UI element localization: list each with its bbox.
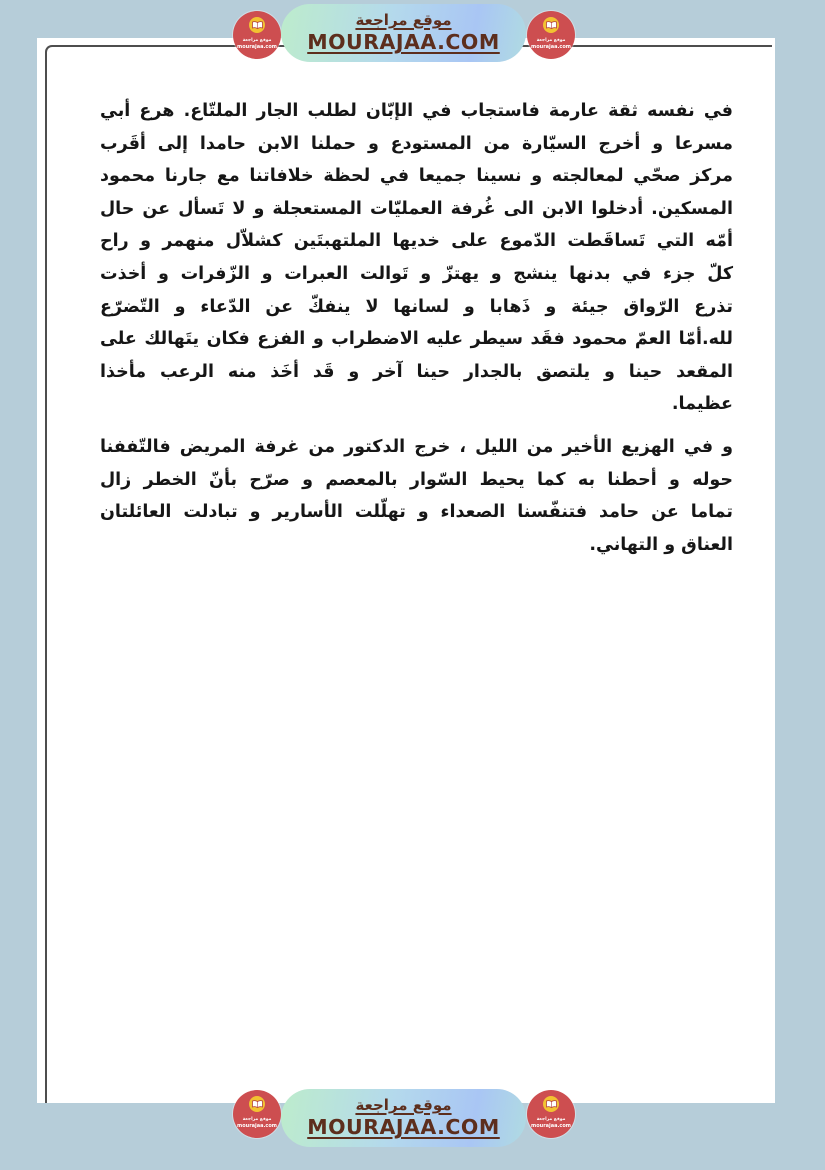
text-line: أمّه التي تَساقَطت الدّموع على خديها الملتهبتَين كشلاّل منهمر و راح <box>100 231 733 252</box>
site-name-arabic-link[interactable]: موقع مراجعة <box>355 1096 452 1114</box>
site-domain-link[interactable]: MOURAJAA.COM <box>307 1115 500 1139</box>
logo-site-name: موقع مراجعة <box>536 1117 566 1122</box>
text-line: و في الهزيع الأخير من الليل ، خرج الدكتور من غرفة المريض فالتّففنا <box>100 436 733 457</box>
open-book-icon <box>249 17 265 33</box>
text-line: المسكين. أدخلوا الابن الى غُرفة العمليّات المستعجلة و لا تَسأل عن حال <box>100 198 733 219</box>
open-book-icon <box>249 1096 265 1112</box>
text-line: العناق و التهاني. <box>589 534 733 555</box>
text-line: حوله و أحطنا به كما يحيط السّوار بالمعصم و صرّح بأنّ الخطر زال <box>100 469 733 490</box>
logo-site-name: موقع مراجعة <box>242 38 272 43</box>
paragraph <box>100 431 733 561</box>
site-logo-badge <box>527 1090 575 1138</box>
logo-site-name: موقع مراجعة <box>536 38 566 43</box>
logo-domain: mourajaa.com <box>530 44 571 50</box>
logo-domain: mourajaa.com <box>236 44 277 50</box>
text-line: مسرعا و أخرج السيّارة من المستودع و حملنا الابن حامدا إلى أقَرب <box>100 133 733 154</box>
text-line: مركز صحّي لمعالجته و نسينا جميعا في لحظة خلافاتنا مع جارنا محمود <box>100 166 733 187</box>
text-line: المقعد حينا و يلتصق بالجدار حينا آخر و قَد أخَذ منه الرعب مأخذا <box>100 361 733 382</box>
site-logo-badge <box>527 11 575 59</box>
site-banner-pill <box>281 4 526 62</box>
logo-domain: mourajaa.com <box>236 1123 277 1129</box>
site-banner-pill <box>281 1089 526 1147</box>
open-book-icon <box>543 17 559 33</box>
open-book-icon <box>543 1096 559 1112</box>
site-logo-badge <box>233 1090 281 1138</box>
text-line: لله.أمّا العمّ محمود فقَد سيطر عليه الاضطراب و الفزع فكان يتَهالك على <box>100 329 733 350</box>
paragraph <box>100 95 733 421</box>
text-line: تذرع الرّواق جيئة و ذَهابا و لسانها لا ينفكّ عن الدّعاء و التّضرّع <box>100 296 733 317</box>
text-line: في نفسه ثقة عارمة فاستجاب في الإبّان لطلب الجار الملتّاع. هرع أبي <box>100 101 733 121</box>
text-line: تماما عن حامد فتنفّسنا الصعداء و تهلّلت الأسارير و تبادلت العائلتان <box>100 502 733 523</box>
document-text <box>100 95 733 561</box>
logo-site-name: موقع مراجعة <box>242 1117 272 1122</box>
site-logo-badge <box>233 11 281 59</box>
site-domain-link[interactable]: MOURAJAA.COM <box>307 30 500 54</box>
text-line: كلّ جزء في بدنها ينشج و يهتزّ و تَوالت العبرات و الزّفرات و أخذت <box>100 263 733 284</box>
document-page <box>37 38 775 1103</box>
logo-domain: mourajaa.com <box>530 1123 571 1129</box>
site-name-arabic-link[interactable]: موقع مراجعة <box>355 11 452 29</box>
text-line: عظيما. <box>671 394 733 415</box>
